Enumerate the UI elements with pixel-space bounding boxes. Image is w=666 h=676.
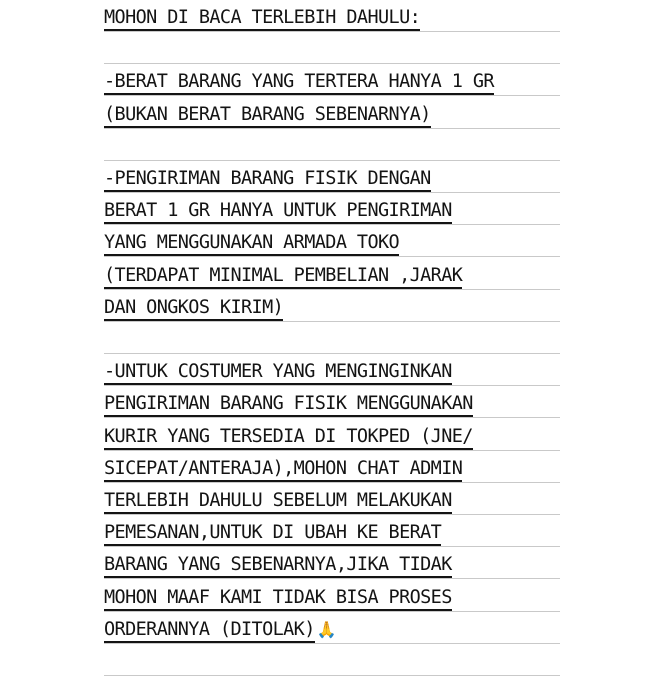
text-line: [104, 518, 566, 548]
text-line: [104, 615, 566, 645]
line-text: (TERDAPAT MINIMAL PEMBELIAN ,JARAK: [104, 265, 462, 289]
text-line: [104, 228, 566, 258]
text-line: [104, 454, 566, 484]
ruled-line: [104, 63, 560, 64]
line-text: -PENGIRIMAN BARANG FISIK DENGAN: [104, 168, 431, 192]
line-text: MOHON MAAF KAMI TIDAK BISA PROSES: [104, 587, 452, 611]
ruled-line: [104, 160, 560, 161]
text-line: [104, 357, 566, 387]
text-line: [104, 100, 566, 130]
text-line: [104, 389, 566, 419]
text-line: [104, 261, 566, 291]
line-text: BERAT 1 GR HANYA UNTUK PENGIRIMAN: [104, 200, 452, 224]
text-line: [104, 486, 566, 516]
text-line: [104, 196, 566, 226]
praying-hands-icon: 🙏: [316, 619, 337, 639]
line-text: DAN ONGKOS KIRIM): [104, 297, 283, 321]
line-text: KURIR YANG TERSEDIA DI TOKPED (JNE/: [104, 426, 473, 450]
text-line: [104, 550, 566, 580]
text-line: [104, 422, 566, 452]
line-text: -UNTUK COSTUMER YANG MENGINGINKAN: [104, 361, 452, 385]
line-text: ORDERANNYA (DITOLAK): [104, 619, 315, 643]
line-text: PEMESANAN,UNTUK DI UBAH KE BERAT: [104, 522, 441, 546]
text-line: [104, 164, 566, 194]
text-line: [104, 293, 566, 323]
line-text: TERLEBIH DAHULU SEBELUM MELAKUKAN: [104, 490, 452, 514]
line-text: BARANG YANG SEBENARNYA,JIKA TIDAK: [104, 554, 452, 578]
text-line: [104, 583, 566, 613]
ruled-line: [104, 353, 560, 354]
text-line: [104, 67, 566, 97]
text-line: [104, 3, 566, 33]
line-text: -BERAT BARANG YANG TERTERA HANYA 1 GR: [104, 71, 494, 95]
line-text: YANG MENGGUNAKAN ARMADA TOKO: [104, 232, 399, 256]
line-text: PENGIRIMAN BARANG FISIK MENGGUNAKAN: [104, 393, 473, 417]
line-text: (BUKAN BERAT BARANG SEBENARNYA): [104, 104, 431, 128]
line-text: SICEPAT/ANTERAJA),MOHON CHAT ADMIN: [104, 458, 462, 482]
line-text: MOHON DI BACA TERLEBIH DAHULU:: [104, 7, 420, 31]
